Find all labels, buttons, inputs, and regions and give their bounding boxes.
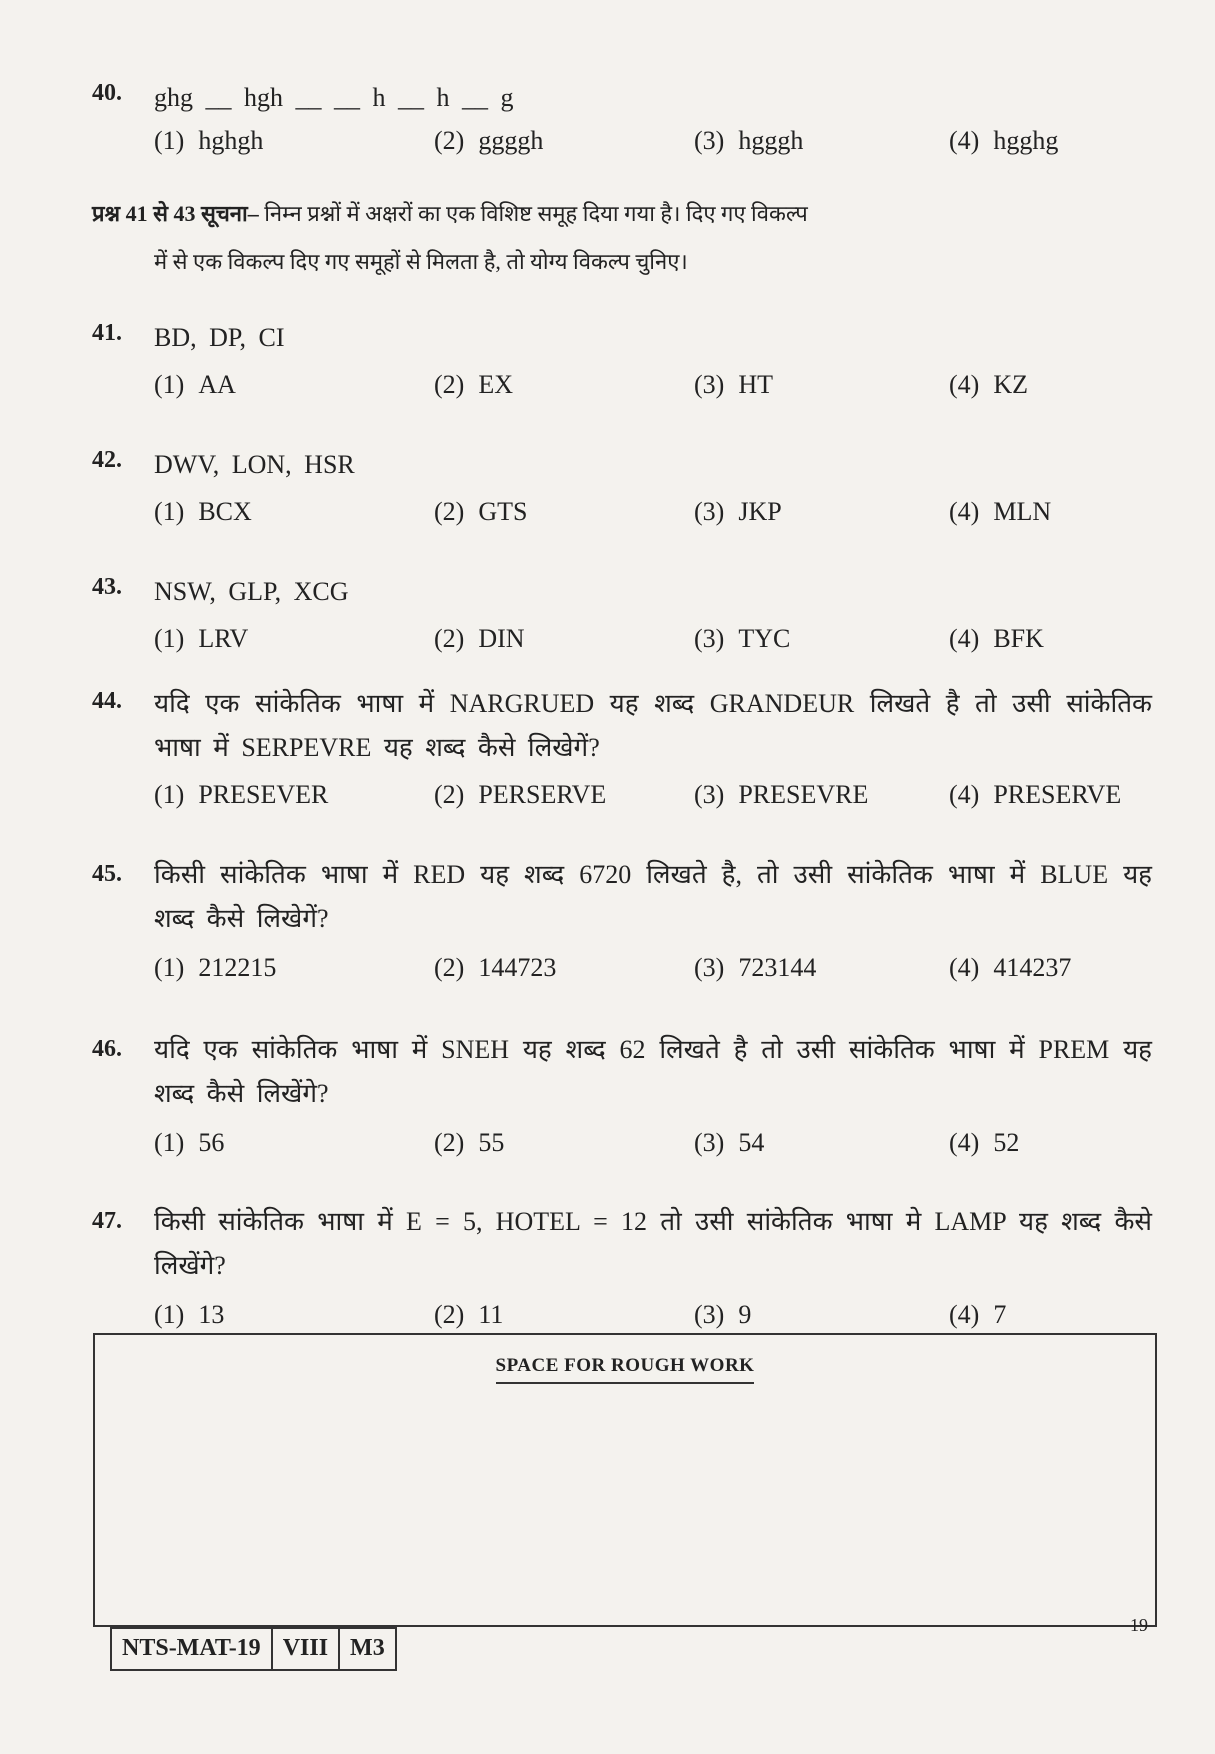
question-text: DWV, LON, HSR: [154, 450, 355, 479]
options-row: [154, 1128, 1152, 1170]
page-number: 19: [1130, 1615, 1148, 1635]
options-row: [154, 370, 1152, 412]
question-text: NSW, GLP, XCG: [154, 577, 349, 606]
option-1: (1) 13: [154, 1300, 225, 1329]
option-3: (3) 723144: [694, 953, 817, 982]
question-text: BD, DP, CI: [154, 323, 285, 352]
question-41: [92, 320, 1152, 412]
option-3: (3) 54: [694, 1128, 765, 1157]
instruction-line-2: में से एक विकल्प दिए गए समूहों से मिलता है, तो योग्य विकल्प चुनिए।: [154, 249, 688, 274]
question-number: 47.: [92, 1208, 122, 1234]
options-row: [154, 953, 1152, 995]
option-2: (2) DIN: [434, 624, 525, 653]
options-row: [154, 624, 1152, 666]
option-3: (3) 9: [694, 1300, 752, 1329]
question-45: [92, 853, 1152, 995]
question-number: 44.: [92, 688, 122, 714]
options-row: [154, 126, 1152, 168]
rough-work-title: SPACE FOR ROUGH WORK: [95, 1355, 1155, 1377]
option-2: (2) 11: [434, 1300, 504, 1329]
option-1: (1) BCX: [154, 497, 252, 526]
option-2: (2) PERSERVE: [434, 780, 607, 809]
question-44: [92, 682, 1152, 822]
question-text: यदि एक सांकेतिक भाषा में NARGRUED यह शब्द GRANDEUR लिखते है तो उसी सांकेतिक भाषा में SERPEVRE यह शब्द कैसे लिखेगें?: [154, 689, 1152, 762]
option-2: (2) ggggh: [434, 126, 544, 155]
option-4: (4) PRESERVE: [949, 780, 1122, 809]
option-3: (3) JKP: [694, 497, 782, 526]
option-2: (2) GTS: [434, 497, 528, 526]
question-42: [92, 447, 1152, 539]
question-40: [92, 80, 1152, 168]
option-4: (4) 52: [949, 1128, 1020, 1157]
instruction-block: [92, 190, 1142, 286]
question-number: 42.: [92, 447, 122, 473]
options-row: [154, 497, 1152, 539]
option-2: (2) 144723: [434, 953, 557, 982]
options-row: [154, 780, 1152, 822]
option-4: (4) MLN: [949, 497, 1052, 526]
question-number: 43.: [92, 574, 122, 600]
question-text: किसी सांकेतिक भाषा में E = 5, HOTEL = 12 तो उसी सांकेतिक भाषा मे LAMP यह शब्द कैसे लिखेंगे?: [154, 1207, 1152, 1280]
paper-code-box: [110, 1627, 397, 1671]
question-text: किसी सांकेतिक भाषा में RED यह शब्द 6720 लिखते है, तो उसी सांकेतिक भाषा में BLUE यह शब्द कैसे लिखेगें?: [154, 860, 1152, 933]
option-4: (4) KZ: [949, 370, 1028, 399]
question-text: यदि एक सांकेतिक भाषा में SNEH यह शब्द 62 लिखते है तो उसी सांकेतिक भाषा में PREM यह शब्द कैसे लिखेंगे?: [154, 1035, 1152, 1108]
option-3: (3) hgggh: [694, 126, 804, 155]
medium-code: M3: [338, 1629, 395, 1669]
option-1: (1) PRESEVER: [154, 780, 329, 809]
question-47: [92, 1200, 1152, 1342]
option-4: (4) 414237: [949, 953, 1072, 982]
question-number: 45.: [92, 861, 122, 887]
rough-work-box: [93, 1333, 1157, 1627]
question-number: 40.: [92, 80, 122, 106]
instruction-label: प्रश्न 41 से 43 सूचना–: [92, 201, 259, 226]
option-3: (3) HT: [694, 370, 773, 399]
option-4: (4) 7: [949, 1300, 1007, 1329]
option-1: (1) hghgh: [154, 126, 264, 155]
question-46: [92, 1028, 1152, 1170]
option-4: (4) hgghg: [949, 126, 1059, 155]
option-2: (2) EX: [434, 370, 513, 399]
instruction-line-1: निम्न प्रश्नों में अक्षरों का एक विशिष्ट समूह दिया गया है। दिए गए विकल्प: [264, 201, 808, 226]
question-43: [92, 574, 1152, 666]
option-1: (1) LRV: [154, 624, 249, 653]
paper-code: NTS-MAT-19: [122, 1635, 261, 1661]
question-number: 46.: [92, 1036, 122, 1062]
question-text: ghg __ hgh __ __ h __ h __ g: [154, 83, 514, 112]
option-1: (1) 212215: [154, 953, 277, 982]
option-3: (3) PRESEVRE: [694, 780, 869, 809]
option-1: (1) AA: [154, 370, 236, 399]
class-code: VIII: [271, 1629, 338, 1669]
option-1: (1) 56: [154, 1128, 225, 1157]
question-number: 41.: [92, 320, 122, 346]
option-4: (4) BFK: [949, 624, 1044, 653]
option-3: (3) TYC: [694, 624, 791, 653]
option-2: (2) 55: [434, 1128, 505, 1157]
